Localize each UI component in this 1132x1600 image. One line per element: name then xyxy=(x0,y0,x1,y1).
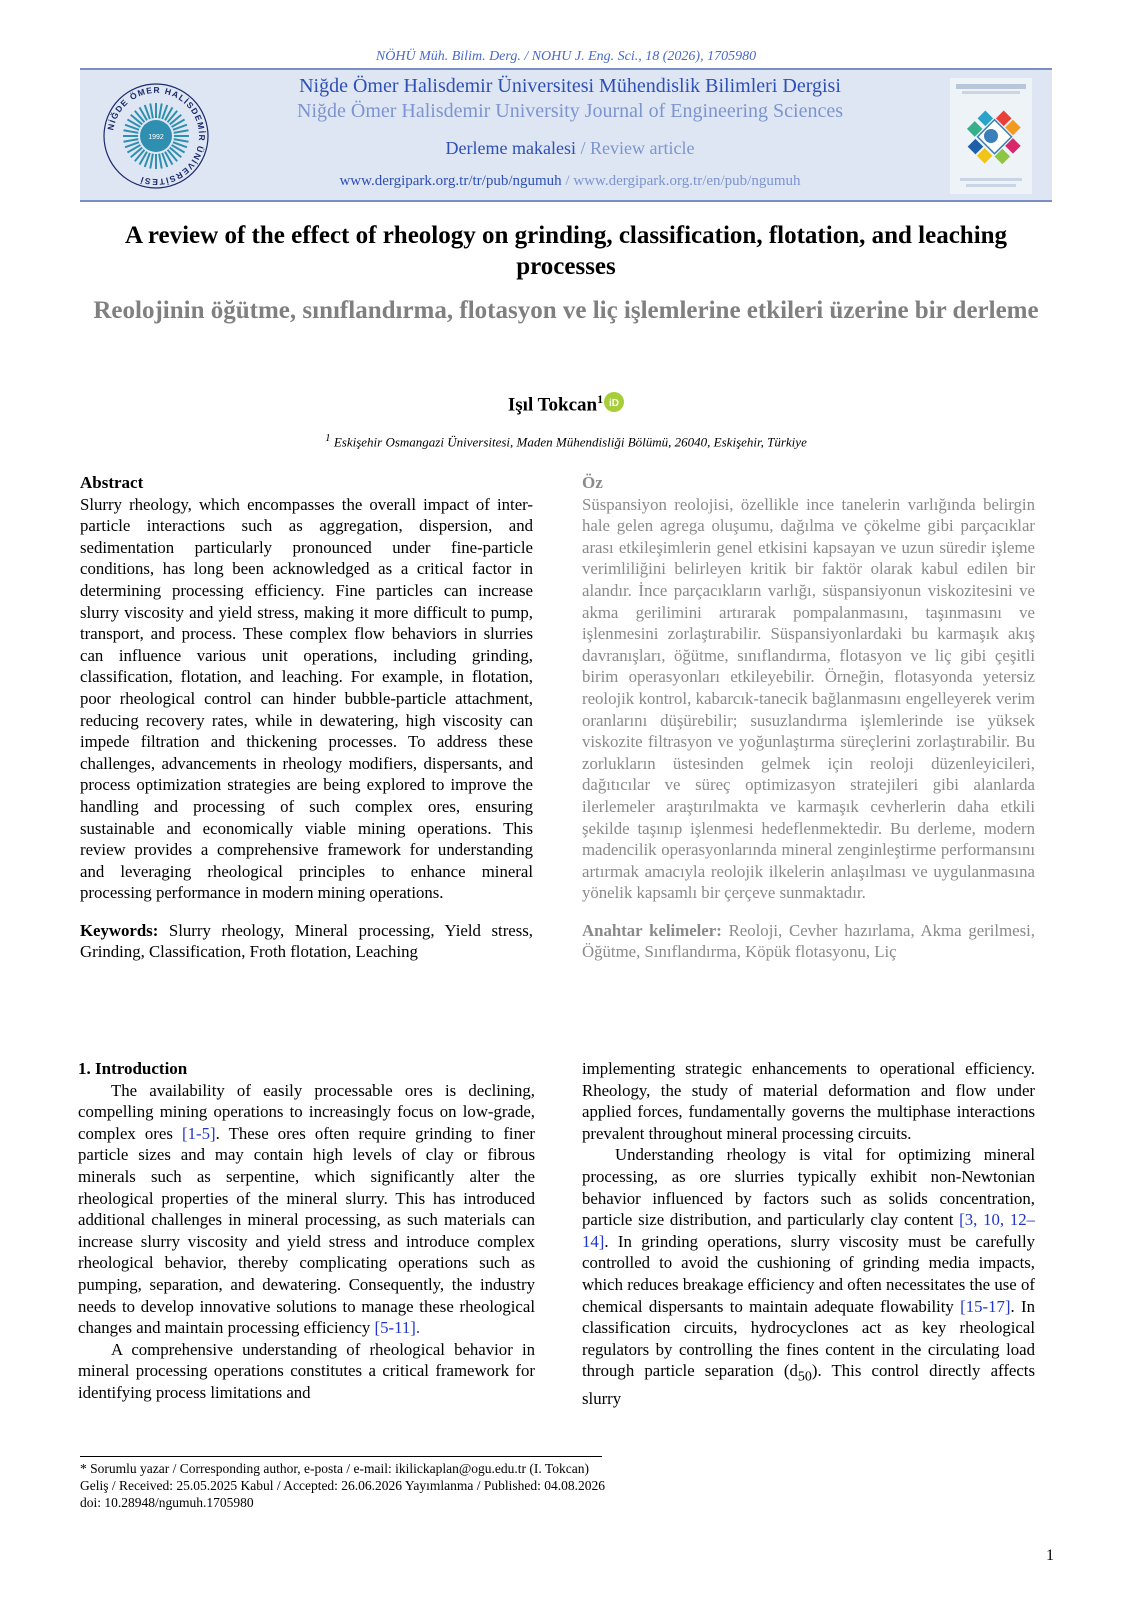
url-en-link[interactable]: www.dergipark.org.tr/en/pub/ngumuh xyxy=(573,173,801,189)
journal-cover-image xyxy=(950,78,1032,194)
logo-ray xyxy=(124,139,139,142)
url-sep: / xyxy=(561,173,574,189)
running-header: NÖHÜ Müh. Bilim. Derg. / NOHU J. Eng. Sci., 18 (2026), 1705980 xyxy=(375,49,757,64)
citation-link[interactable]: [1-5] xyxy=(182,1123,216,1143)
footnote-corresponding: * Sorumlu yazar / Corresponding author, e-posta / e-mail: ikilickaplan@ogu.edu.tr (I. Tokcan) xyxy=(80,1461,589,1476)
abstract-en xyxy=(80,472,533,963)
intro-paragraph-1 xyxy=(78,1080,535,1339)
oz-text: Süspansiyon reolojisi, özellikle ince tanelerin varlığında belirgin hale gelen agrega oluşumu, dağılma ve çökelme gibi parçacıklar arası etkileşimlerin genel etkisini kapsayan ve uzun süredir işleme verimliliğini belirleyen kritik bir faktör olarak kabul edilen bir alandır. İnce parçacıkların varlığı, süspansiyonun viskozitesini ve akma gerilimini artırarak pompalanmasını, taşınmasını ve işlenmesini zorlaştırabilir. Süspansiyonlardaki bu karmaşık akış davranışları, öğütme, sınıflandırma, flotasyon ve liç gibi çeşitli birim operasyonları etkileyebilir. Örneğin, flotasyonda yetersiz reolojik kontrol, kabarcık-tanecik bağlanmasını engelleyerek verim oranlarını düşürebilir; susuzlandırma işlemlerinde ise yüksek viskozite filtrasyon ve yoğunlaştırma süreçlerini zorlaştırabilir. Bu zorlukların üstesinden gelmek için reoloji düzenleyicileri, dağıtıcılar ve süreç optimizasyon stratejileri gibi alanlarda ilerlemeler araştırılmakta ve karmaşık cevherlerin daha etkili şekilde taşınıp işlenmesi hedeflenmektedir. Bu derleme, modern madencilik operasyonlarında mineral zenginleştirme performansını artırmak amacıyla reolojik ilkelerin anlaşılması ve uygulanmasına yönelik kapsamlı bir çerçeve sunmaktadır. xyxy=(582,494,1035,903)
orcid-icon[interactable] xyxy=(604,392,624,412)
affiliation xyxy=(0,432,1132,450)
logo-ray xyxy=(150,154,153,169)
logo-year: 1992 xyxy=(148,134,164,141)
keywords-tr xyxy=(582,920,1035,963)
journal-banner xyxy=(80,68,1052,202)
journal-urls xyxy=(230,173,910,190)
intro-p1-text-b: . These ores often require grinding to finer particle sizes and may contain high levels of clay or fibrous minerals such as serpentine, which significantly alter the rheological properties of the mineral slurry. This has introduced additional challenges in mineral processing, as such materials can increase slurry viscosity and yield stress and introduce complex rheological behavior, thereby complicating operations such as pumping, separation, and dewatering. Consequently, the industry needs to develop innovative solutions to manage these rheological changes and maintain processing efficiency xyxy=(78,1123,535,1338)
article-title-tr: Reolojinin öğütme, sınıflandırma, flotasyon ve liç işlemlerine etkileri üzerine bir derleme xyxy=(93,297,1039,324)
logo-ray xyxy=(174,130,189,133)
footnote-doi: doi: 10.28948/ngumuh.1705980 xyxy=(80,1495,254,1510)
logo-ray xyxy=(174,139,189,142)
logo-ray xyxy=(124,130,139,133)
intro-p3-text-a: Understanding rheology is vital for optimizing mineral processing, as ore slurries typically exhibit non-Newtonian behavior influenced by factors such as solids concentration, particle size distribution, and particularly clay content xyxy=(582,1145,1035,1230)
logo-ray xyxy=(159,104,162,119)
article-title-en: A review of the effect of rheology on grinding, classification, flotation, and leaching processes xyxy=(124,222,1008,280)
abstract-tr xyxy=(582,472,1035,963)
author-line xyxy=(0,392,1132,416)
article-type xyxy=(230,138,910,159)
logo-text: NİĞDE ÖMER HALİSDEMİR ÜNİVERSİTESİ xyxy=(105,84,208,188)
svg-text:iD: iD xyxy=(609,398,620,409)
journal-title-tr: Niğde Ömer Halisdemir Üniversitesi Mühendislik Bilimleri Dergisi xyxy=(299,75,841,97)
keywords-en xyxy=(80,920,533,963)
page-number: 1 xyxy=(1046,1547,1054,1564)
citation-link[interactable]: [3, 10, 12–14] xyxy=(582,1210,1035,1251)
intro-left-column xyxy=(78,1058,535,1404)
banner-center xyxy=(230,74,910,190)
author-sup: 1 xyxy=(597,392,604,406)
intro-p1-text-a: The availability of easily processable ores is declining, compelling mining operations to increasingly focus on low-grade, complex ores xyxy=(78,1080,535,1143)
intro-heading: 1. Introduction xyxy=(78,1059,188,1078)
abstract-text: Slurry rheology, which encompasses the overall impact of inter-particle interactions such as aggregation, dispersion, and sedimentation particularly pronounced under fine-particle conditions, has long been acknowledged as a critical factor in determining processing efficiency. Fine particles can increase slurry viscosity and yield stress, making it more difficult to pump, transport, and process. These complex flow behaviors in slurries can influence various unit operations, including grinding, classification, flotation, and leaching. For example, in flotation, poor rheological control can hinder bubble-particle attachment, reducing recovery rates, while in dewatering, high viscosity can impede filtration and thickening processes. To address these challenges, advancements in rheology modifiers, dispersants, and process optimization strategies are being explored to improve the handling and processing of such complex ores, ensuring sustainable and economically viable mining operations. This review provides a comprehensive framework for understanding and leveraging rheological principles to enhance mineral processing performance in modern mining operations. xyxy=(80,494,533,903)
citation-link[interactable]: [5-11]. xyxy=(374,1318,421,1338)
url-tr-link[interactable]: www.dergipark.org.tr/tr/pub/ngumuh xyxy=(339,173,562,189)
intro-paragraph-2-cont: implementing strategic enhancements to operational efficiency. Rheology, the study of material deformation and flow under applied forces, fundamentally governs the multiphase interactions prevalent throughout mineral processing circuits. xyxy=(582,1059,1035,1143)
intro-p3-text-c: . In classification circuits, hydrocyclones act as key rheological regulators by controlling the fines content in the circulating load through particle separation (d xyxy=(582,1296,1035,1381)
article-type-sep: / xyxy=(575,138,590,158)
logo-ray xyxy=(159,154,162,169)
intro-right-column xyxy=(582,1058,1035,1410)
keywords-label: Keywords: xyxy=(80,920,159,940)
d50-subscript: 50 xyxy=(797,1369,812,1385)
anahtar-list: Reoloji, Cevher hazırlama, Akma gerilmesi, Öğütme, Sınıflandırma, Köpük flotasyonu, Liç xyxy=(582,920,1035,962)
citation-link[interactable]: [15-17] xyxy=(960,1296,1011,1316)
oz-heading: Öz xyxy=(582,473,603,492)
logo-ray xyxy=(150,104,153,119)
intro-p3-text-b: . In grinding operations, slurry viscosity must be carefully controlled to avoid the cushioning of grinding media impacts, which reduces breakage efficiency and often necessitates the use of chemical dispersants to maintain adequate flowability xyxy=(582,1231,1035,1316)
footnote-dates: Geliş / Received: 25.05.2025 Kabul / Accepted: 26.06.2026 Yayımlanma / Published: 04.08.2026 xyxy=(80,1478,605,1493)
journal-title-en: Niğde Ömer Halisdemir University Journal of Engineering Sciences xyxy=(297,100,843,122)
intro-p3-text-d: ). This control directly affects slurry xyxy=(582,1361,1035,1409)
affiliation-text: Eskişehir Osmangazi Üniversitesi, Maden Mühendisliği Bölümü, 26040, Eskişehir, Türkiye xyxy=(330,434,807,450)
university-logo xyxy=(100,80,212,192)
intro-paragraph-3 xyxy=(582,1144,1035,1409)
keywords-list: Slurry rheology, Mineral processing, Yield stress, Grinding, Classification, Froth flotation, Leaching xyxy=(80,920,533,962)
footnote-rule xyxy=(80,1456,602,1457)
article-type-en: Review article xyxy=(590,138,695,158)
footnote xyxy=(80,1460,605,1511)
author-name: Işıl Tokcan xyxy=(507,394,598,416)
anahtar-label: Anahtar kelimeler: xyxy=(582,920,722,940)
article-type-tr: Derleme makalesi xyxy=(445,138,576,158)
abstract-heading: Abstract xyxy=(80,473,144,492)
intro-paragraph-2: A comprehensive understanding of rheological behavior in mineral processing operations constitutes a critical framework for identifying process limitations and xyxy=(78,1339,535,1402)
affiliation-sup: 1 xyxy=(325,432,331,444)
